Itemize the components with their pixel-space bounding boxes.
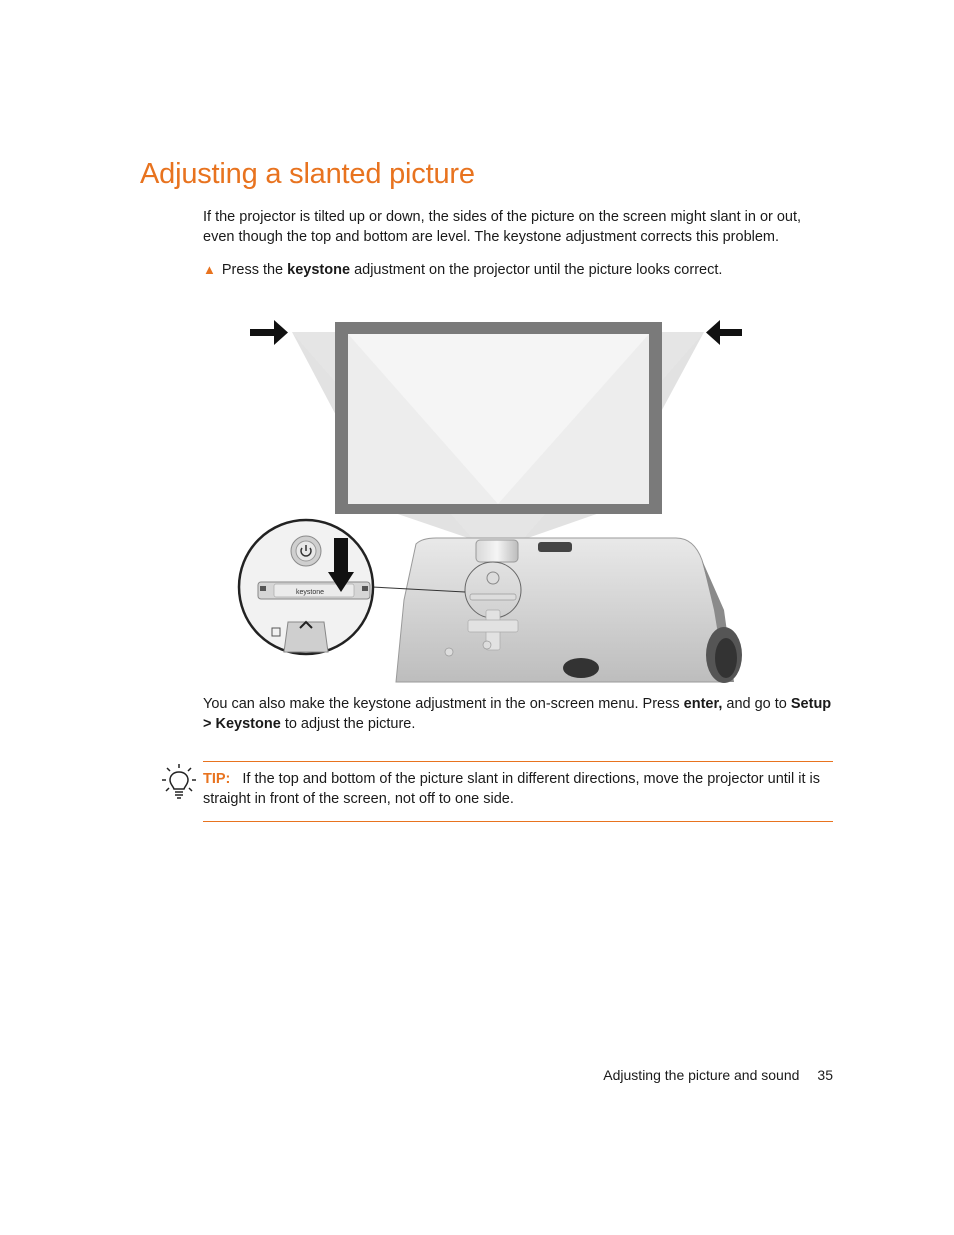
keystone-keyword: keystone [287,262,351,278]
step-instruction [203,260,833,281]
projection-screen [335,322,662,514]
tip-text [203,770,833,809]
step-pre: Press the [221,262,284,278]
projector-body [396,538,742,683]
menu-note-pre: You can also make the keystone adjustment in the on-screen menu. Press [203,696,680,712]
page-number: 35 [817,1067,833,1083]
keystone-button-label: keystone [295,589,325,596]
enter-keyword: enter, [683,696,723,712]
step-post: adjustment on the projector until the picture looks correct. [354,262,723,278]
footer-section: Adjusting the picture and sound [603,1067,800,1083]
keystone-button-zoom [239,520,373,654]
keystone-illustration [236,310,746,685]
lightbulb-icon [162,763,196,801]
menu-note-paragraph [203,695,833,734]
page-footer [603,1067,833,1083]
triangle-bullet-icon: ▲ [203,262,216,277]
page-title: Adjusting a slanted picture [140,158,475,190]
right-arrow-icon [706,320,742,345]
menu-note-post: to adjust the picture. [284,715,416,732]
tip-body: If the top and bottom of the picture slant in different directions, move the projector until it is straight in front of the screen, not off to one side. [203,771,821,807]
tip-label: TIP: [203,771,231,787]
left-arrow-icon [250,320,288,345]
menu-note-mid: and go to [726,696,787,712]
tip-box [203,761,833,822]
intro-paragraph: If the projector is tilted up or down, the sides of the picture on the screen might slant in or out, even though the top and bottom are level. The keystone adjustment corrects this problem. [203,209,802,245]
setup-keystone-path: Setup > Keystone [203,696,832,732]
